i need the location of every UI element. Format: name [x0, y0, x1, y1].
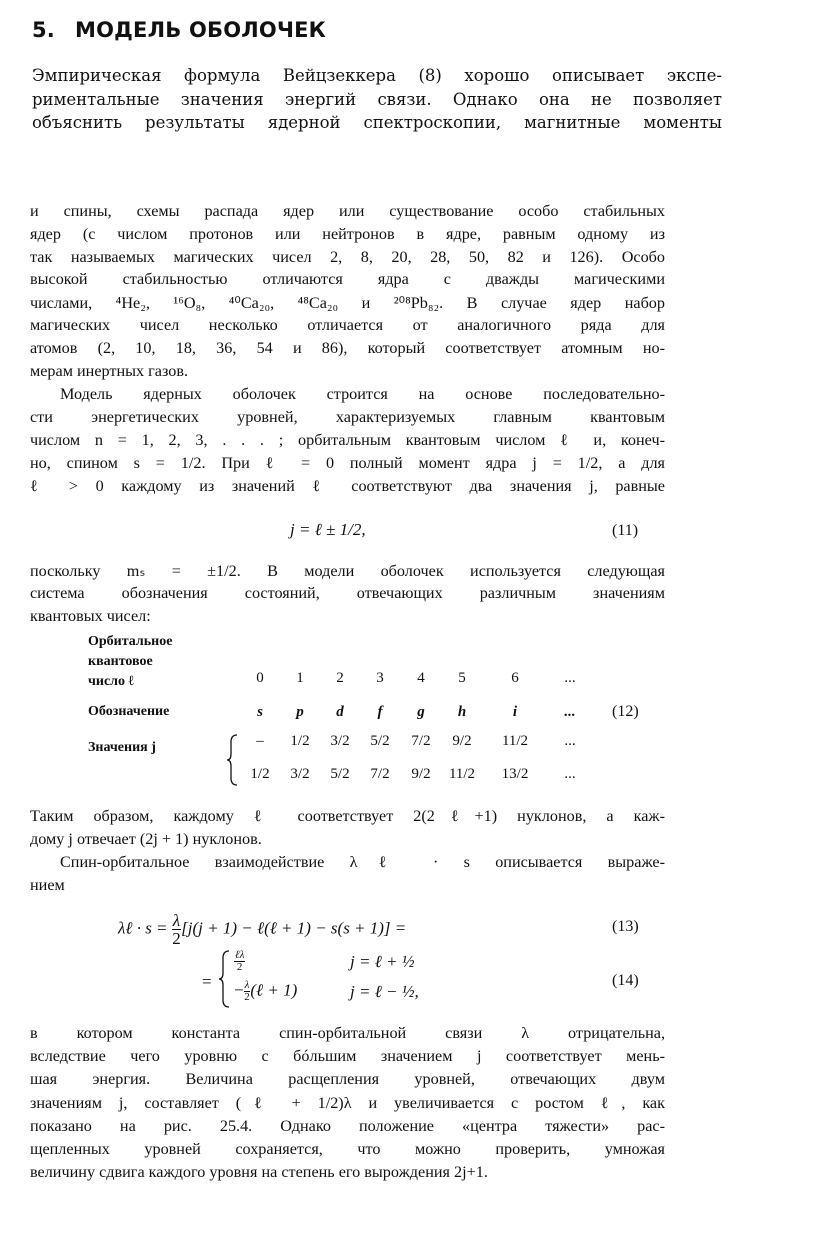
text-line: дому j отвечает (2j + 1) нуклонов.	[30, 830, 262, 848]
text-line: система обозначения состояний, отвечающих различным значениям	[30, 584, 665, 602]
brace-icon	[218, 950, 230, 1008]
text-line: сти энергетических уровней, характеризуемых главным квантовым	[30, 408, 665, 426]
denominator: 2	[244, 991, 250, 1003]
cell-name: h	[457, 704, 467, 720]
text-line: вследствие чего уровню с бóльшим значением j соответствует мень-	[30, 1047, 665, 1066]
case-2-factor: (ℓ + 1)	[250, 980, 298, 1000]
cell-j-minus: 7/2	[411, 733, 431, 749]
cell-name: ...	[564, 704, 576, 720]
cell-j-plus: 9/2	[411, 766, 431, 782]
case-2-condition: j = ℓ − ½,	[350, 982, 419, 1001]
cell-j-plus: 1/2	[250, 766, 270, 782]
case-1	[234, 950, 245, 973]
text-line: значениям j, составляет (ℓ + 1/2)λ и увеличивается с ростом ℓ, как	[30, 1093, 665, 1112]
text-line: величину сдвига каждого уровня на степень его вырождения 2j+1.	[30, 1163, 488, 1182]
row-label-orbital	[88, 632, 172, 692]
text-line: высокой стабильностью отличаются ядра с дважды магическими	[30, 270, 665, 288]
eq13-rhs: [j(j + 1) − ℓ(ℓ + 1) − s(s + 1)] =	[181, 918, 407, 938]
row-label-j: Значения j	[88, 740, 156, 755]
cell-l: 0	[256, 670, 264, 686]
text-line: но, спином s = 1/2. При ℓ = 0 полный момент ядра j = 1/2, а для	[30, 454, 665, 472]
cell-j-minus: 11/2	[501, 733, 529, 749]
eq14-equals: =	[202, 972, 212, 991]
cell-name: p	[296, 704, 304, 720]
denominator: 2	[172, 929, 181, 948]
cell-j-plus: 7/2	[370, 766, 390, 782]
denominator: 2	[236, 961, 243, 973]
minus: −	[234, 980, 244, 1000]
case-2	[234, 980, 297, 1003]
intro-line: риментальные значения энергий связи. Однако она не позволяет	[32, 89, 722, 109]
text-line: шая энергия. Величина расщепления уровней, отвечающих двум	[30, 1070, 665, 1089]
label-line: число ℓ	[88, 674, 134, 689]
equation-11: j = ℓ ± 1/2,	[290, 520, 366, 539]
numerator: λ	[172, 911, 181, 930]
text-line: щепленных уровней сохраняется, что можно проверить, умножая	[30, 1140, 665, 1158]
cell-j-minus: ...	[564, 733, 576, 749]
cell-name: i	[512, 704, 518, 720]
cell-l: ...	[564, 670, 576, 686]
text-line: числом n = 1, 2, 3, . . . ; орбитальным квантовым числом ℓ и, конеч-	[30, 431, 665, 449]
label-line: квантовое	[88, 654, 153, 669]
cell-j-plus: 11/2	[448, 766, 476, 782]
cell-j-plus: 5/2	[330, 766, 350, 782]
cell-l: 3	[376, 670, 384, 686]
text-line: квантовых чисел:	[30, 607, 151, 625]
text-line: показано на рис. 25.4. Однако положение «центра тяжести» рас-	[30, 1116, 665, 1135]
equation-13	[118, 912, 406, 947]
cell-l: 6	[511, 670, 519, 686]
text-line: нием	[30, 876, 65, 894]
text-line: так называемых магических чисел 2, 8, 20, 28, 50, 82 и 126). Особо	[30, 248, 665, 266]
text-line: Модель ядерных оболочек строится на основе последовательно-	[60, 385, 665, 403]
section-heading	[32, 18, 326, 42]
text-line: Таким образом, каждому ℓ соответствует 2(2ℓ+1) нуклонов, а каж-	[30, 807, 665, 825]
section-title: МОДЕЛЬ ОБОЛОЧЕК	[75, 18, 327, 42]
cell-name: g	[417, 704, 425, 720]
eq13-lhs: λℓ · s =	[118, 918, 168, 938]
equation-number-14: (14)	[612, 972, 639, 989]
cell-name: f	[377, 704, 383, 720]
cell-j-minus: 5/2	[370, 733, 390, 749]
cell-j-minus: –	[256, 733, 264, 749]
cell-j-minus: 3/2	[330, 733, 350, 749]
eq13-fraction	[172, 912, 181, 947]
brace-icon	[226, 734, 238, 786]
text-line: поскольку mₛ = ±1/2. В модели оболочек используется следующая	[30, 562, 665, 580]
label-line: Орбитальное	[88, 634, 173, 649]
numerator: ℓλ	[235, 949, 245, 961]
cell-j-minus: 9/2	[452, 733, 472, 749]
cell-l: 5	[458, 670, 466, 686]
fraction	[234, 950, 245, 973]
cell-l: 4	[417, 670, 425, 686]
row-label-designation: Обозначение	[88, 704, 170, 719]
text-line: Спин-орбитальное взаимодействие λℓ · s описывается выраже-	[60, 853, 665, 871]
text-line: магических чисел несколько отличается от аналогичного ряда для	[30, 316, 665, 334]
intro-line: объяснить результаты ядерной спектроскопии, магнитные моменты	[32, 113, 722, 132]
cell-j-plus: ...	[564, 766, 576, 782]
numerator: λ	[244, 979, 250, 991]
cell-name: s	[257, 704, 263, 720]
intro-line: Эмпирическая формула Вейцзеккера (8) хорошо описывает экспе-	[32, 66, 722, 85]
cell-j-plus: 3/2	[290, 766, 310, 782]
cell-j-minus: 1/2	[290, 733, 310, 749]
case-1-condition: j = ℓ + ½	[350, 952, 415, 971]
equation-number-12: (12)	[612, 703, 639, 720]
text-line: в котором константа спин-орбитальной связи λ отрицательна,	[30, 1024, 665, 1042]
equation-number-13: (13)	[612, 918, 639, 935]
cell-name: d	[336, 704, 344, 720]
text-line: мерам инертных газов.	[30, 362, 189, 380]
text-line: и спины, схемы распада ядер или существование особо стабильных	[30, 202, 665, 220]
text-line: ядер (с числом протонов или нейтронов в ядре, равным одному из	[30, 225, 665, 243]
cell-l: 2	[336, 670, 344, 686]
text-line: числами, ⁴He₂, ¹⁶O₈, ⁴⁰Ca₂₀, ⁴⁸Ca₂₀ и ²⁰⁸Pb₈₂. В случае ядер набор	[30, 294, 665, 312]
cell-j-plus: 13/2	[501, 766, 529, 782]
equation-number-11: (11)	[612, 522, 639, 539]
text-line: атомов (2, 10, 18, 36, 54 и 86), который соответствует атомным но-	[30, 339, 665, 357]
cell-l: 1	[296, 670, 304, 686]
section-number: 5.	[32, 18, 55, 42]
text-line: ℓ > 0 каждому из значений ℓ соответствуют два значения j, равные	[30, 477, 665, 495]
